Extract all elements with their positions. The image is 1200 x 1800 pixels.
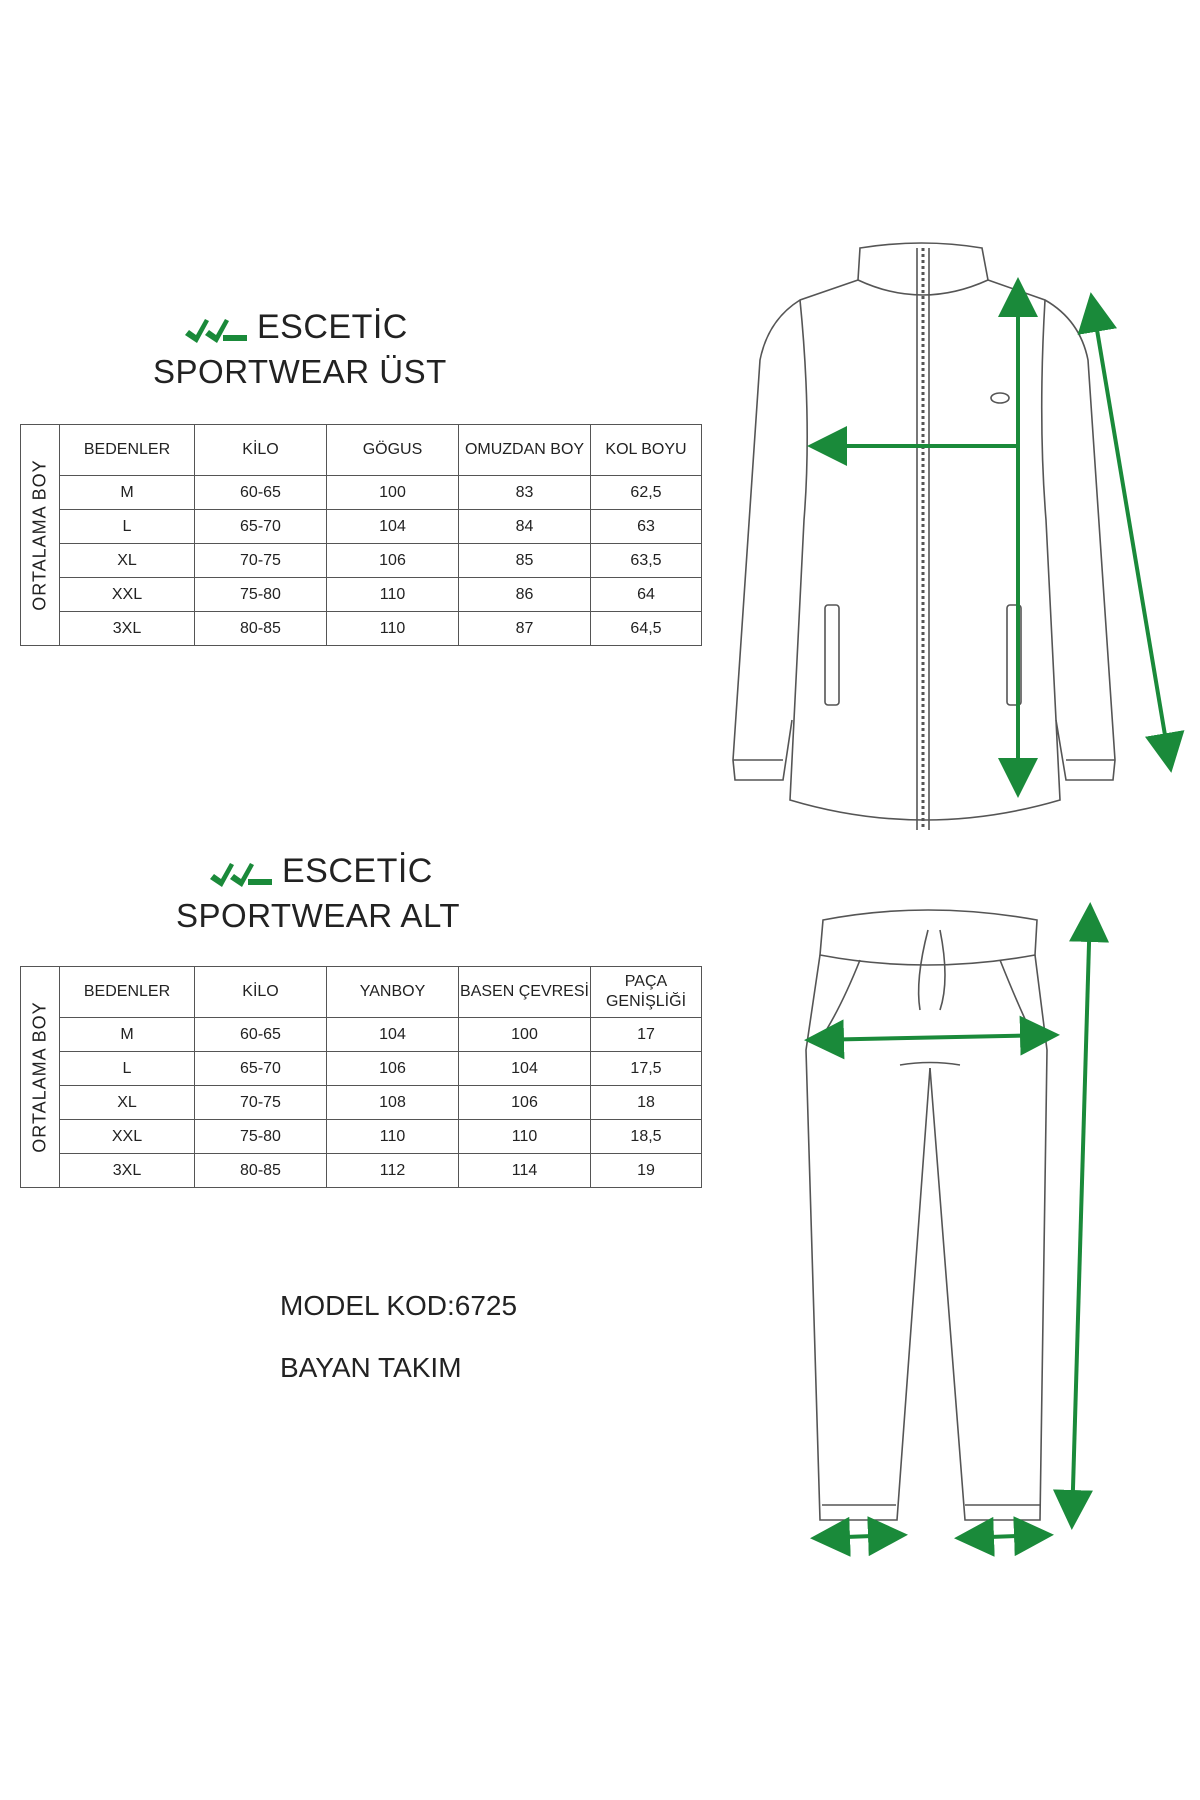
- hem-left-arrow-icon: [818, 1535, 900, 1538]
- value-cell: 64: [591, 578, 702, 612]
- side-label: ORTALAMA BOY: [21, 967, 60, 1188]
- value-cell: 104: [327, 1018, 459, 1052]
- value-cell: 17,5: [591, 1052, 702, 1086]
- value-cell: 112: [327, 1154, 459, 1188]
- size-cell: L: [60, 510, 195, 544]
- value-cell: 64,5: [591, 612, 702, 646]
- header-cell: KİLO: [195, 425, 327, 476]
- outseam-arrow-icon: [1072, 910, 1090, 1522]
- value-cell: 84: [459, 510, 591, 544]
- value-cell: 106: [327, 1052, 459, 1086]
- brand-subtitle: SPORTWEAR ÜST: [153, 353, 447, 390]
- weight-cell: 70-75: [195, 544, 327, 578]
- sleeve-arrow-icon: [1092, 300, 1170, 765]
- hip-arrow-icon: [812, 1035, 1052, 1040]
- header-cell: BASEN ÇEVRESİ: [459, 967, 591, 1018]
- weight-cell: 65-70: [195, 1052, 327, 1086]
- header-cell: KOL BOYU: [591, 425, 702, 476]
- value-cell: 110: [327, 612, 459, 646]
- value-cell: 18: [591, 1086, 702, 1120]
- header-cell: BEDENLER: [60, 967, 195, 1018]
- size-cell: XL: [60, 544, 195, 578]
- measurement-arrows: [812, 285, 1170, 1538]
- hem-right-arrow-icon: [962, 1535, 1046, 1538]
- value-cell: 19: [591, 1154, 702, 1188]
- size-cell: XXL: [60, 1120, 195, 1154]
- size-cell: M: [60, 1018, 195, 1052]
- brand-subtitle: SPORTWEAR ALT: [176, 897, 461, 934]
- value-cell: 17: [591, 1018, 702, 1052]
- value-cell: 104: [459, 1052, 591, 1086]
- model-name: BAYAN TAKIM: [280, 1352, 462, 1383]
- weight-cell: 65-70: [195, 510, 327, 544]
- header-cell: YANBOY: [327, 967, 459, 1018]
- value-cell: 108: [327, 1086, 459, 1120]
- value-cell: 63: [591, 510, 702, 544]
- weight-cell: 80-85: [195, 612, 327, 646]
- size-cell: 3XL: [60, 1154, 195, 1188]
- value-cell: 106: [327, 544, 459, 578]
- value-cell: 63,5: [591, 544, 702, 578]
- weight-cell: 70-75: [195, 1086, 327, 1120]
- jacket-drawing: [733, 243, 1115, 830]
- brand-name: ESCETİC: [282, 852, 433, 890]
- brand-name: ESCETİC: [257, 308, 408, 346]
- value-cell: 83: [459, 476, 591, 510]
- model-code: MODEL KOD:6725: [280, 1290, 518, 1321]
- value-cell: 100: [459, 1018, 591, 1052]
- header-cell: PAÇA GENİŞLİĞİ: [591, 967, 702, 1018]
- size-cell: 3XL: [60, 612, 195, 646]
- pants-drawing: [806, 910, 1047, 1520]
- header-cell: KİLO: [195, 967, 327, 1018]
- value-cell: 85: [459, 544, 591, 578]
- value-cell: 110: [459, 1120, 591, 1154]
- weight-cell: 80-85: [195, 1154, 327, 1188]
- value-cell: 106: [459, 1086, 591, 1120]
- header-cell: GÖGUS: [327, 425, 459, 476]
- value-cell: 86: [459, 578, 591, 612]
- value-cell: 110: [327, 1120, 459, 1154]
- header-cell: OMUZDAN BOY: [459, 425, 591, 476]
- value-cell: 114: [459, 1154, 591, 1188]
- weight-cell: 60-65: [195, 1018, 327, 1052]
- weight-cell: 75-80: [195, 578, 327, 612]
- weight-cell: 60-65: [195, 476, 327, 510]
- value-cell: 110: [327, 578, 459, 612]
- size-cell: XXL: [60, 578, 195, 612]
- size-cell: M: [60, 476, 195, 510]
- value-cell: 104: [327, 510, 459, 544]
- header-cell: BEDENLER: [60, 425, 195, 476]
- weight-cell: 75-80: [195, 1120, 327, 1154]
- value-cell: 100: [327, 476, 459, 510]
- value-cell: 62,5: [591, 476, 702, 510]
- value-cell: 18,5: [591, 1120, 702, 1154]
- value-cell: 87: [459, 612, 591, 646]
- size-cell: XL: [60, 1086, 195, 1120]
- side-label: ORTALAMA BOY: [21, 425, 60, 646]
- size-cell: L: [60, 1052, 195, 1086]
